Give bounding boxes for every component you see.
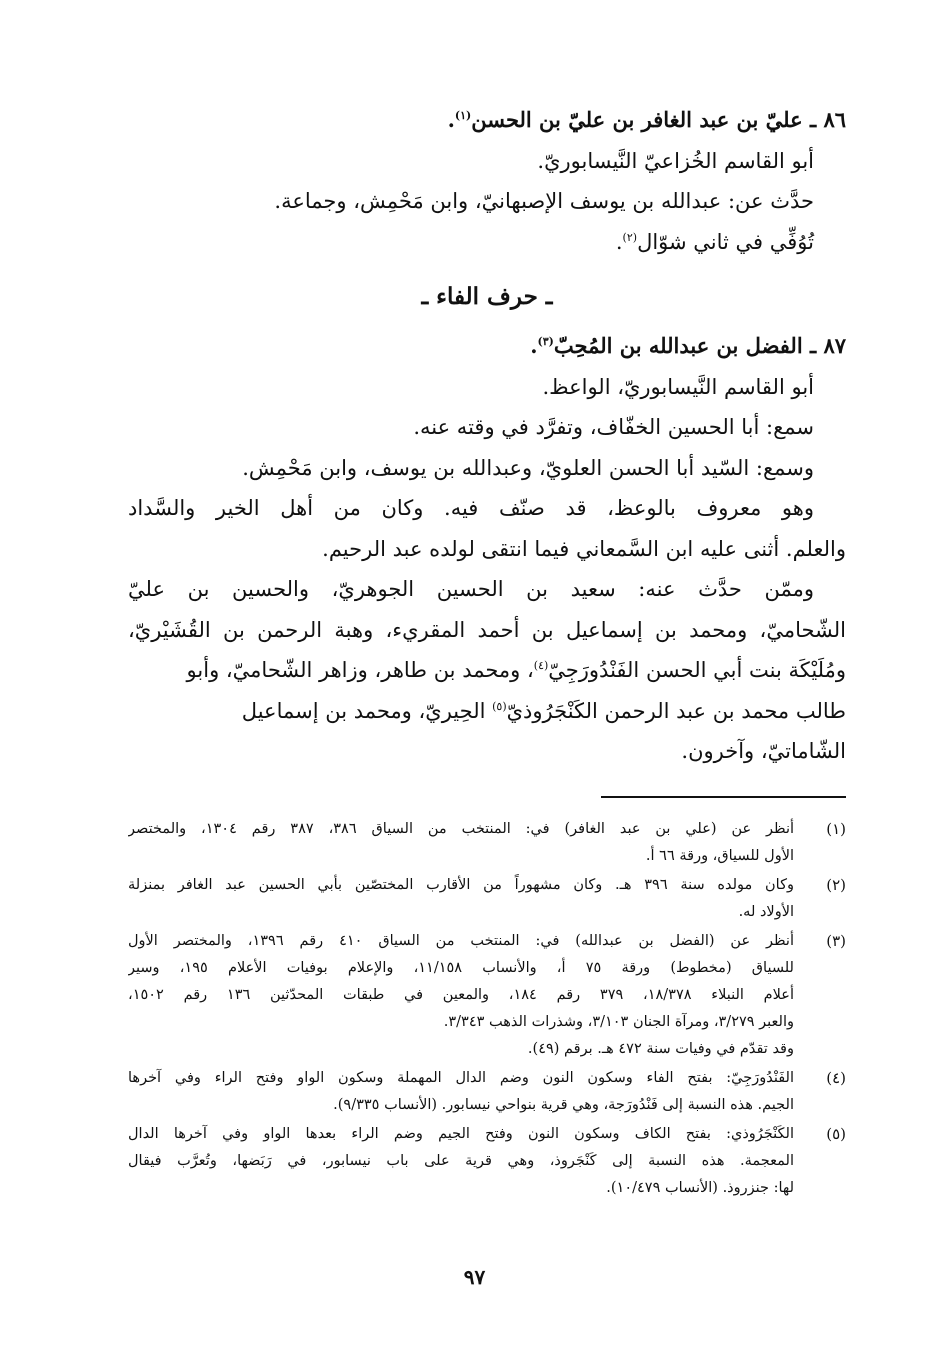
entry-87-line-7: الشّحاميّ، ومحمد بن إسماعيل بن أحمد المقريء، وهبة الرحمن بن القُشَيْريّ، — [128, 617, 846, 642]
footnote-number: (١) — [826, 820, 846, 838]
footnote-number: (٣) — [826, 932, 846, 950]
entry-86-line-1: أبو القاسم الخُزاعيّ النَّيسابوريّ. — [537, 148, 814, 173]
entry-87-line-6: وممّن حدَّث عنه: سعيد بن الحسين الجوهريّ، والحسين بن عليّ — [128, 577, 814, 601]
entry-87-line-1: أبو القاسم النَّيسابوريّ، الواعظ. — [542, 374, 814, 399]
footnote-ref-1[interactable]: (١) — [454, 109, 472, 122]
footnote-5 — [128, 1121, 846, 1202]
entry-86-line-3: تُوُفِّي في ثاني شوّال$^{(٢)}$. — [615, 229, 814, 254]
footnotes — [128, 816, 846, 1204]
footnote-line: وكان مولده سنة ٣٩٦ هـ. وكان مشهوراً من الأقارب المختصّين بأبي الحسين عبد الغافر بمنزلة — [128, 877, 794, 893]
footnote-number: (٢) — [826, 876, 846, 894]
footnote-ref-3[interactable]: (٣) — [537, 335, 554, 348]
footnote-4 — [128, 1065, 846, 1119]
page-number: ٩٧ — [463, 1265, 486, 1289]
footnote-2 — [128, 872, 846, 926]
footnote-line: أنظر عن (الفضل بن عبدالله) في: المنتخب من السياق ٤١٠ رقم ١٣٩٦، والمختصر الأول — [128, 933, 794, 949]
footnote-line: أنظر عن (علي بن عبد الغافر) في: المنتخب من السياق ٣٨٦، ٣٨٧ رقم ١٣٠٤، والمختصر — [128, 821, 794, 837]
footnote-line: الجيم. هذه النسبة إلى فَنْدُورَجة، وهي قرية بنواحي نيسابور. (الأنساب ٩/٣٣٥). — [333, 1097, 794, 1113]
footnote-line: أعلام النبلاء ١٨/٣٧٨، ٣٧٩ رقم ١٨٤، والمعين في طبقات المحدّثين ١٣٦ رقم ١٥٠٢، — [128, 987, 794, 1003]
footnote-number: (٥) — [826, 1125, 846, 1143]
entry-87-line-2: سمع: أبا الحسين الخفّاف، وتفرَّد في وقته عنه. — [413, 415, 814, 439]
entry-87-line-8: ومُلَيْكَة بنت أبي الحسن الفَنْدُورَجِيّ$^{(٤)}$، ومحمد بن طاهر، وزاهر الشّحاميّ، وأبو — [186, 658, 846, 682]
footnote-line: المعجمة. هذه النسبة إلى كَنْجَروذ، وهي قرية على باب نيسابور، في رَبَضها، وتُعرَّب فيقال — [128, 1153, 794, 1169]
footnote-3 — [128, 928, 846, 1063]
footnote-number: (٤) — [826, 1069, 846, 1087]
footnote-ref-2[interactable]: (٢) — [622, 230, 638, 244]
entry-87-line-10: الشّاماتيّ، وآخرون. — [681, 739, 846, 763]
entry-87-line-3: وسمع: السّيد أبا الحسن العلويّ، وعبدالله بن يوسف، وابن مَحْمِش. — [242, 455, 814, 480]
footnote-ref-4[interactable]: (٤) — [533, 659, 549, 672]
section-heading: ـ حرف الفاء ـ — [421, 283, 553, 310]
footnote-ref-5[interactable]: (٥) — [492, 699, 507, 713]
footnote-line: للسياق (مخطوط) ورقة ٧٥ أ، والأنساب ١١/١٥٨، والإعلام بوفيات الأعلام ١٩٥، وسير — [128, 960, 794, 976]
footnote-line: وقد تقدّم في وفيات سنة ٤٧٢ هـ. برقم (٤٩). — [527, 1041, 794, 1057]
entry-86-title: ٨٦ ـ عليّ بن عبد الغافر بن عليّ بن الحسن$^{(١)}$. — [447, 107, 846, 132]
footnote-line: الأول للسياق، ورقة ٦٦ أ. — [645, 848, 794, 864]
footnote-line: الفَنْدُورَجِيّ: بفتح الفاء وسكون النون وضم الدال المهملة وسكون الواو وفتح الراء وفي آخرها — [128, 1070, 794, 1086]
entry-87-line-5: والعلم. أثنى عليه ابن السَّمعاني فيما انتقى لولده عبد الرحيم. — [322, 536, 846, 561]
main-text — [128, 100, 846, 772]
footnote-divider — [601, 796, 846, 798]
entry-87-line-9: طالب محمد بن عبد الرحمن الكَنْجَرُوذيّ$^{(٥)}$ الحِيريّ، ومحمد بن إسماعيل — [241, 698, 846, 723]
footnote-line: الكَنْجَرُوذي: بفتح الكاف وسكون النون وفتح الجيم وضم الراء بعدها الواو وفي آخرها الدال — [128, 1126, 794, 1142]
entry-87-line-4: وهو معروف بالوعظ، قد صنّف فيه. وكان من أهل الخير والسَّداد — [128, 496, 814, 520]
footnote-1 — [128, 816, 846, 870]
footnote-line: لها: جنزروذ. (الأنساب ١٠/٤٧٩). — [606, 1180, 794, 1196]
entry-86-line-2: حدَّث عن: عبدالله بن يوسف الإصبهانيّ، وابن مَحْمِش، وجماعة. — [274, 189, 814, 213]
entry-87-title: ٨٧ ـ الفضل بن عبدالله بن المُحِبّ$^{(٣)}$. — [530, 333, 846, 358]
footnote-line: والعبر ٣/٢٧٩، ومرآة الجنان ٣/١٠٣، وشذرات الذهب ٣/٣٤٣. — [443, 1014, 794, 1030]
footnote-line: الأولاد له. — [738, 904, 794, 920]
